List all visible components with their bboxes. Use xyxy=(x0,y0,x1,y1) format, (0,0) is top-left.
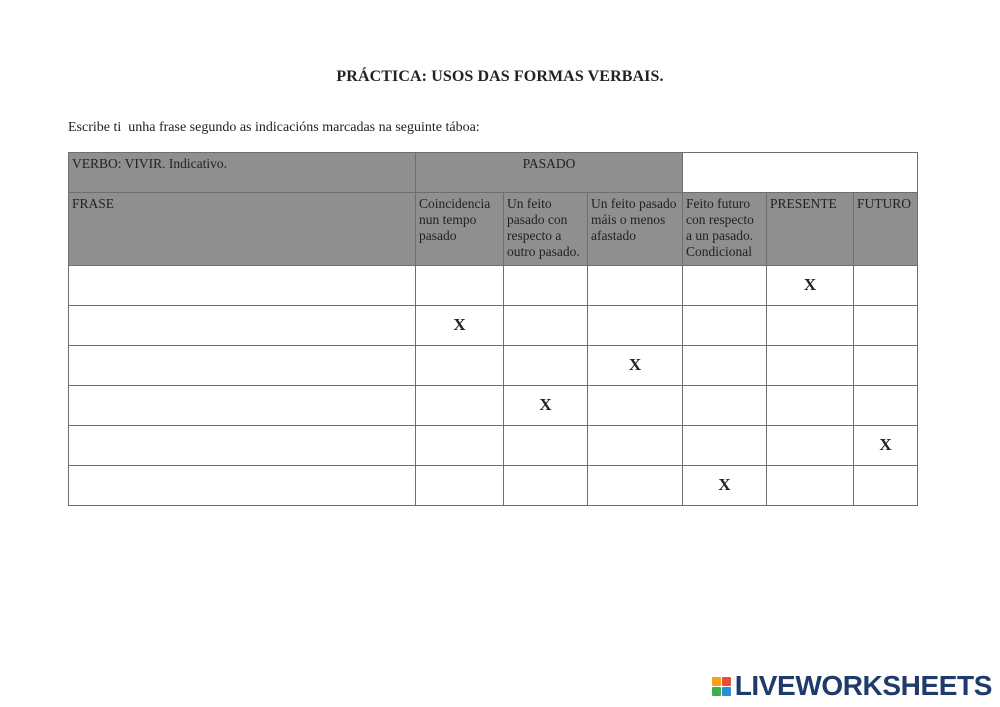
table-cell xyxy=(504,426,588,466)
table-cell xyxy=(416,466,504,506)
table-cell xyxy=(588,306,683,346)
table-cell xyxy=(504,346,588,386)
column-header-label: FUTURO xyxy=(857,196,912,211)
table-cell xyxy=(504,466,588,506)
column-header-label: Un feito pasado con respecto a outro pasado. xyxy=(507,196,580,259)
table-cell xyxy=(767,386,854,426)
table-cell xyxy=(588,346,683,386)
x-mark: X xyxy=(453,315,466,334)
table-cell xyxy=(416,346,504,386)
x-mark: X xyxy=(628,355,642,374)
x-mark: X xyxy=(718,475,731,494)
column-header-label: Coincidencia nun tempo pasado xyxy=(419,196,491,243)
table-cell xyxy=(767,466,854,506)
frase-input-cell[interactable] xyxy=(69,426,416,466)
table-row xyxy=(69,386,918,426)
frase-input-cell[interactable] xyxy=(69,266,416,306)
liveworksheets-logo-icon xyxy=(712,677,731,696)
table-cell xyxy=(854,466,918,506)
logo-text: LIVEWORKSHEETS xyxy=(734,670,992,701)
table-cell xyxy=(683,466,767,506)
table-cell xyxy=(416,386,504,426)
frase-label: FRASE xyxy=(72,196,115,211)
column-header xyxy=(767,193,854,266)
table-cell xyxy=(767,426,854,466)
table-cell xyxy=(588,426,683,466)
table-row xyxy=(69,266,918,306)
table-cell xyxy=(683,306,767,346)
table-cell xyxy=(416,426,504,466)
table-cell xyxy=(588,266,683,306)
table-cell xyxy=(767,266,854,306)
frase-input-cell[interactable] xyxy=(69,386,416,426)
table-cell xyxy=(416,266,504,306)
x-mark: X xyxy=(803,275,817,294)
table-cell xyxy=(683,386,767,426)
column-header xyxy=(504,193,588,266)
table-cell xyxy=(854,266,918,306)
table-cell xyxy=(854,346,918,386)
verb-forms-table xyxy=(68,152,918,506)
table-cell xyxy=(504,386,588,426)
frase-input-cell[interactable] xyxy=(69,466,416,506)
table-row xyxy=(69,426,918,466)
column-header-label: Feito futuro con respecto a un pasado. Condicional xyxy=(686,196,754,259)
frase-input-cell[interactable] xyxy=(69,306,416,346)
pasado-group-header xyxy=(416,153,683,193)
table-cell xyxy=(854,386,918,426)
column-header xyxy=(854,193,918,266)
table-row xyxy=(69,346,918,386)
table-cell xyxy=(683,266,767,306)
table-cell xyxy=(767,306,854,346)
table-cell xyxy=(683,426,767,466)
liveworksheets-logo xyxy=(712,670,992,702)
column-header xyxy=(683,193,767,266)
column-header xyxy=(588,193,683,266)
table-cell xyxy=(854,426,918,466)
table-cell xyxy=(504,266,588,306)
blank-header-cell xyxy=(683,153,918,193)
table-row xyxy=(69,466,918,506)
table-cell xyxy=(504,306,588,346)
table-row xyxy=(69,306,918,346)
table-cell xyxy=(683,346,767,386)
table-cell xyxy=(854,306,918,346)
table-cell xyxy=(588,386,683,426)
column-header xyxy=(416,193,504,266)
instruction-text: Escribe ti unha frase segundo as indicacións marcadas na seguinte táboa: xyxy=(68,120,480,135)
verb-cell xyxy=(69,153,416,193)
pasado-label: PASADO xyxy=(522,156,576,171)
column-header-label: Un feito pasado máis o menos afastado xyxy=(591,196,677,243)
table-cell xyxy=(767,346,854,386)
frase-input-cell[interactable] xyxy=(69,346,416,386)
verb-label: VERBO: VIVIR. Indicativo. xyxy=(72,156,227,171)
x-mark: X xyxy=(539,395,552,414)
frase-header xyxy=(69,193,416,266)
table-cell xyxy=(588,466,683,506)
x-mark: X xyxy=(879,435,892,454)
column-header-label: PRESENTE xyxy=(770,196,837,211)
table-cell xyxy=(416,306,504,346)
page-title: PRÁCTICA: USOS DAS FORMAS VERBAIS. xyxy=(336,68,664,85)
